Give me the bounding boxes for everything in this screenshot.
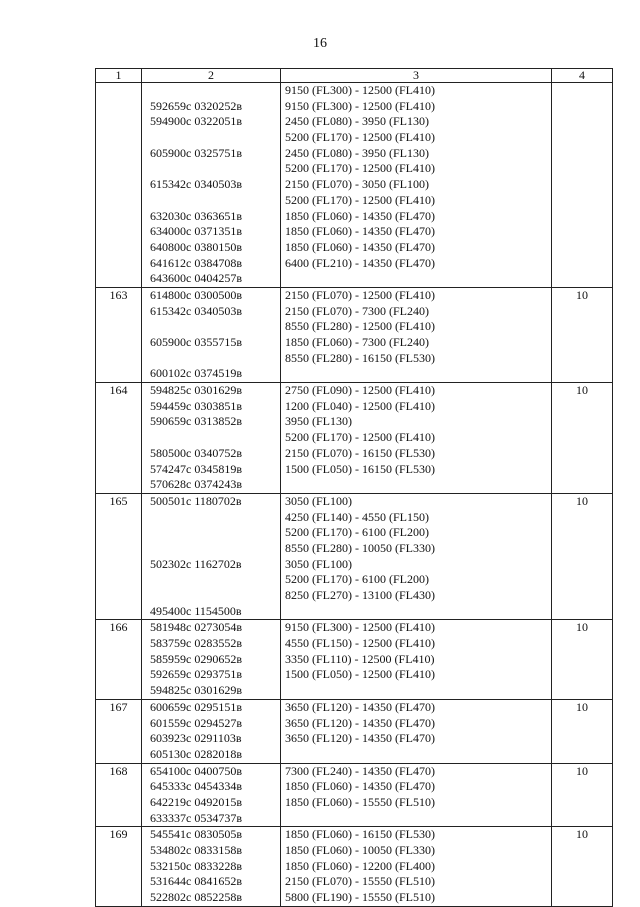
altitude-range: 1850 (FL060) - 14350 (FL470) (285, 239, 435, 254)
coordinate-point: 605900c 0325751в (150, 145, 242, 160)
altitude-range: 2150 (FL070) - 15550 (FL510) (285, 874, 435, 889)
coordinate-point: 502302c 1162702в (150, 556, 242, 571)
coordinates-cell (142, 287, 281, 382)
altitude-range: 1500 (FL050) - 16150 (FL530) (285, 461, 435, 476)
coordinate-point (146, 193, 276, 209)
value-cell: 10 (552, 493, 613, 620)
coordinate-point: 545541c 0830505в (150, 827, 242, 842)
coordinate-point: 615342c 0340503в (150, 177, 242, 192)
altitude-range: 8550 (FL280) - 10050 (FL330) (285, 540, 435, 555)
altitude-range: 2150 (FL070) - 16150 (FL530) (285, 445, 435, 460)
coordinates-cell (142, 827, 281, 906)
altitude-range: 1850 (FL060) - 16150 (FL530) (285, 827, 435, 842)
altitude-range (285, 683, 547, 699)
coordinate-point: 594900c 0322051в (150, 114, 242, 129)
coordinate-point (146, 319, 276, 335)
coordinate-point: 590659c 0313852в (150, 414, 242, 429)
altitude-range: 8550 (FL280) - 12500 (FL410) (285, 319, 435, 334)
altitude-range: 3650 (FL120) - 14350 (FL470) (285, 715, 435, 730)
coordinate-point: 641612c 0384708в (150, 255, 242, 270)
altitude-range: 5200 (FL170) - 12500 (FL410) (285, 161, 435, 176)
column-header-1: 1 (96, 69, 142, 83)
altitude-range: 2750 (FL090) - 12500 (FL410) (285, 383, 435, 398)
coordinate-point: 522802c 0852258в (150, 890, 242, 905)
coordinate-point: 605900c 0355715в (150, 335, 242, 349)
altitude-cell (281, 620, 552, 699)
altitude-range: 5200 (FL170) - 12500 (FL410) (285, 430, 435, 445)
altitude-range: 5200 (FL170) - 12500 (FL410) (285, 130, 435, 145)
coordinate-point: 601559c 0294527в (150, 715, 242, 730)
altitude-cell (281, 763, 552, 827)
altitude-range: 1850 (FL060) - 14350 (FL470) (285, 224, 435, 239)
altitude-range: 9150 (FL300) - 12500 (FL410) (285, 83, 435, 97)
altitude-range: 1850 (FL060) - 15550 (FL510) (285, 794, 435, 809)
altitude-range: 5800 (FL190) - 15550 (FL510) (285, 890, 435, 905)
value-cell (552, 83, 613, 288)
altitude-range: 7300 (FL240) - 14350 (FL470) (285, 763, 435, 778)
coordinate-point: 594825c 0301629в (150, 383, 242, 398)
altitude-range: 3350 (FL110) - 12500 (FL410) (285, 651, 435, 666)
coordinate-point: 581948c 0273054в (150, 620, 242, 635)
altitude-range: 1500 (FL050) - 12500 (FL410) (285, 667, 435, 682)
altitude-range (285, 811, 547, 827)
coordinate-point: 500501c 1180702в (150, 493, 242, 508)
altitude-range: 3950 (FL130) (285, 414, 352, 429)
altitude-range: 5200 (FL170) - 6100 (FL200) (285, 525, 429, 540)
altitude-cell (281, 827, 552, 906)
altitude-range (285, 604, 547, 620)
coordinate-point (146, 525, 276, 541)
value-cell: 10 (552, 699, 613, 763)
coordinate-point: 634000c 0371351в (150, 224, 242, 239)
altitude-range (285, 271, 547, 287)
table-row (96, 763, 613, 827)
altitude-range: 8550 (FL280) - 16150 (FL530) (285, 350, 435, 365)
table-row (96, 699, 613, 763)
coordinates-cell (142, 620, 281, 699)
coordinate-point: 605130c 0282018в (150, 746, 242, 761)
altitude-range: 1850 (FL060) - 12200 (FL400) (285, 858, 435, 873)
coordinate-point: 580500c 0340752в (150, 445, 242, 460)
coordinate-point: 642219c 0492015в (150, 794, 242, 809)
altitude-range: 3050 (FL100) (285, 556, 352, 571)
table-header-row (96, 69, 613, 83)
altitude-cell (281, 287, 552, 382)
altitude-range: 9150 (FL300) - 12500 (FL410) (285, 620, 435, 635)
coordinate-point: 640800c 0380150в (150, 239, 242, 254)
altitude-range: 3650 (FL120) - 14350 (FL470) (285, 699, 435, 714)
row-number: 167 (96, 699, 142, 763)
table-row (96, 827, 613, 906)
altitude-range: 9150 (FL300) - 12500 (FL410) (285, 98, 435, 113)
value-cell: 10 (552, 620, 613, 699)
coordinate-point (146, 541, 276, 557)
column-header-3: 3 (281, 69, 552, 83)
coordinate-point: 531644c 0841652в (150, 874, 242, 889)
coordinate-point (146, 130, 276, 146)
table-row (96, 493, 613, 620)
coordinate-point: 632030c 0363651в (150, 208, 242, 223)
altitude-range: 1850 (FL060) - 10050 (FL330) (285, 843, 435, 857)
altitude-range: 2450 (FL080) - 3950 (FL130) (285, 145, 429, 160)
table-row (96, 383, 613, 494)
value-cell: 10 (552, 763, 613, 827)
altitude-cell (281, 83, 552, 288)
row-number: 168 (96, 763, 142, 827)
altitude-range (285, 477, 547, 493)
coordinate-point (146, 430, 276, 446)
coordinate-point: 654100c 0400750в (150, 763, 242, 778)
coordinate-point: 592659c 0320252в (150, 98, 242, 113)
row-number: 165 (96, 493, 142, 620)
altitude-range: 4550 (FL150) - 12500 (FL410) (285, 636, 435, 651)
coordinate-point: 600659c 0295151в (150, 699, 242, 714)
coordinates-cell (142, 699, 281, 763)
row-number: 166 (96, 620, 142, 699)
table-row (96, 83, 613, 288)
coordinate-point (146, 510, 276, 526)
altitude-range: 1200 (FL040) - 12500 (FL410) (285, 398, 435, 413)
altitude-range: 5200 (FL170) - 12500 (FL410) (285, 192, 435, 207)
coordinate-point: 603923c 0291103в (150, 731, 242, 746)
coordinate-point: 645333c 0454334в (150, 779, 242, 794)
coordinates-cell (142, 763, 281, 827)
coordinate-point (146, 588, 276, 604)
altitude-range: 1850 (FL060) - 7300 (FL240) (285, 335, 429, 349)
coordinate-point: 532150c 0833228в (150, 858, 242, 873)
coordinate-point: 594825c 0301629в (150, 683, 242, 698)
altitude-range: 2150 (FL070) - 3050 (FL100) (285, 177, 429, 192)
value-cell: 10 (552, 287, 613, 382)
airspace-table (95, 68, 613, 907)
altitude-range (285, 747, 547, 763)
coordinate-point (146, 83, 276, 99)
altitude-range: 2450 (FL080) - 3950 (FL130) (285, 114, 429, 129)
coordinate-point: 495400c 1154500в (150, 603, 242, 618)
coordinate-point: 600102c 0374519в (150, 366, 242, 381)
altitude-cell (281, 493, 552, 620)
coordinates-cell (142, 493, 281, 620)
column-header-2: 2 (142, 69, 281, 83)
coordinate-point: 615342c 0340503в (150, 303, 242, 318)
coordinate-point: 592659c 0293751в (150, 667, 242, 682)
altitude-range (285, 366, 547, 382)
altitude-range: 8250 (FL270) - 13100 (FL430) (285, 588, 435, 602)
altitude-range: 5200 (FL170) - 6100 (FL200) (285, 572, 429, 587)
row-number (96, 83, 142, 288)
coordinates-cell (142, 383, 281, 494)
coordinate-point (146, 572, 276, 588)
coordinate-point: 614800c 0300500в (150, 287, 242, 302)
row-number: 163 (96, 287, 142, 382)
altitude-cell (281, 699, 552, 763)
coordinate-point: 570628c 0374243в (150, 477, 242, 492)
coordinate-point: 633337c 0534737в (150, 810, 242, 825)
value-cell: 10 (552, 827, 613, 906)
altitude-range: 3050 (FL100) (285, 493, 352, 508)
altitude-range: 2150 (FL070) - 12500 (FL410) (285, 287, 435, 302)
coordinate-point: 583759c 0283552в (150, 636, 242, 651)
altitude-cell (281, 383, 552, 494)
coordinates-cell (142, 83, 281, 288)
altitude-range: 6400 (FL210) - 14350 (FL470) (285, 255, 435, 270)
table-row (96, 287, 613, 382)
value-cell: 10 (552, 383, 613, 494)
coordinate-point (146, 351, 276, 367)
table-row (96, 620, 613, 699)
coordinate-point: 643600c 0404257в (150, 271, 242, 286)
coordinate-point: 534802c 0833158в (150, 843, 242, 857)
altitude-range: 1850 (FL060) - 14350 (FL470) (285, 779, 435, 794)
coordinate-point: 594459c 0303851в (150, 398, 242, 413)
altitude-range: 3650 (FL120) - 14350 (FL470) (285, 731, 435, 746)
altitude-range: 4250 (FL140) - 4550 (FL150) (285, 509, 429, 524)
row-number: 164 (96, 383, 142, 494)
coordinate-point: 574247c 0345819в (150, 461, 242, 476)
altitude-range: 2150 (FL070) - 7300 (FL240) (285, 303, 429, 318)
page-number: 16 (313, 36, 327, 51)
coordinate-point: 585959c 0290652в (150, 651, 242, 666)
column-header-4: 4 (552, 69, 613, 83)
row-number: 169 (96, 827, 142, 906)
altitude-range: 1850 (FL060) - 14350 (FL470) (285, 208, 435, 223)
coordinate-point (146, 161, 276, 177)
